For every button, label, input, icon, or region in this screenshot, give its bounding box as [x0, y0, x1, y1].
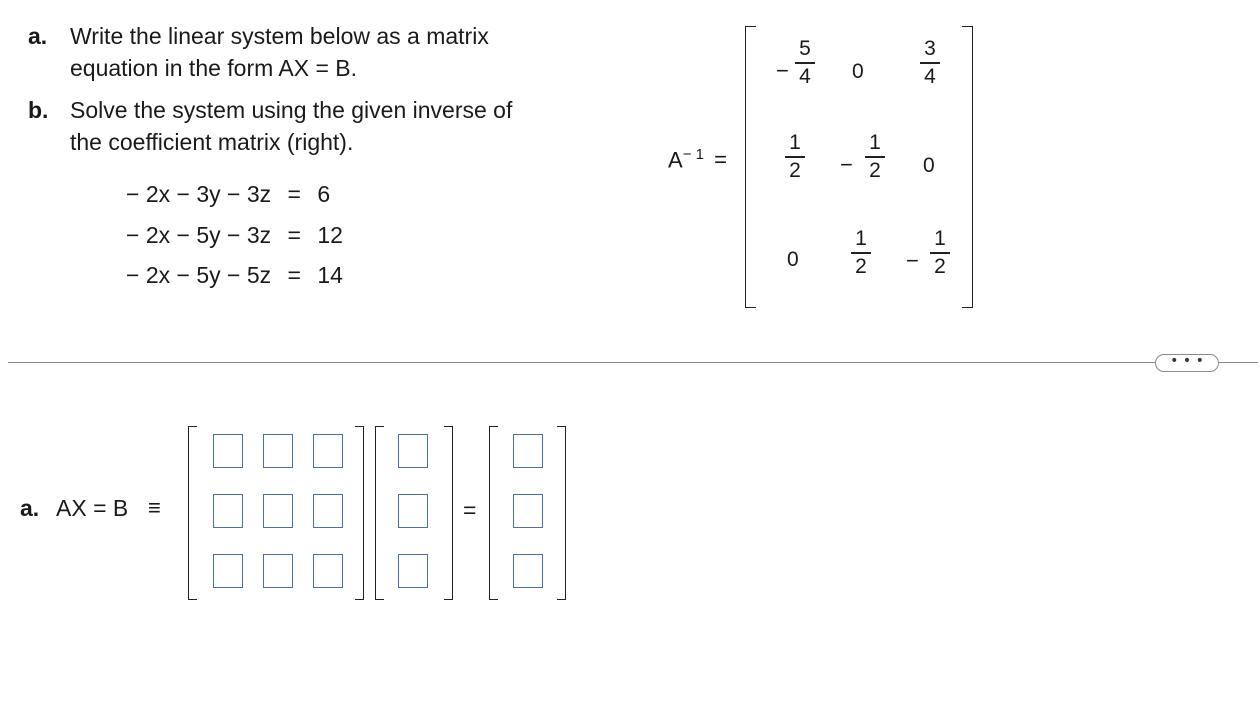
equation-rhs: 12 — [317, 222, 343, 248]
matrix-fraction: 1 2 — [780, 132, 810, 182]
section-divider — [8, 362, 1258, 363]
coeff-input-r1c2[interactable] — [263, 434, 293, 468]
matrix-sign: − — [840, 152, 853, 177]
const-input-3[interactable] — [513, 554, 543, 588]
matrix-entry: 0 — [787, 248, 799, 271]
equation-row-3 — [126, 262, 343, 289]
coeff-input-r3c2[interactable] — [263, 554, 293, 588]
equation-equals: = — [287, 262, 301, 288]
coeff-input-r3c1[interactable] — [213, 554, 243, 588]
equation-row-1 — [126, 181, 330, 208]
coeff-input-r1c1[interactable] — [213, 434, 243, 468]
coeff-left-bracket — [188, 426, 197, 600]
matrix-fraction: 1 2 — [846, 228, 876, 278]
equation-rhs: 6 — [317, 181, 331, 207]
inverse-base: A — [668, 147, 683, 173]
coeff-input-r1c3[interactable] — [313, 434, 343, 468]
var-input-2[interactable] — [398, 494, 428, 528]
matrix-entry: 0 — [923, 154, 935, 177]
more-options-button[interactable]: • • • — [1155, 354, 1219, 372]
const-input-1[interactable] — [513, 434, 543, 468]
right-bracket — [962, 26, 973, 308]
equation-equals: = — [287, 222, 301, 248]
equation-row-2 — [126, 222, 343, 249]
matrix-fraction: 1 2 — [860, 132, 890, 182]
part-b-text-line2: the coefficient matrix (right). — [70, 129, 354, 155]
part-b-text-line1: Solve the system using the given inverse of — [70, 97, 513, 123]
part-a-text-line1: Write the linear system below as a matrix — [70, 23, 489, 49]
equation-lhs: − 2x − 3y − 3z — [126, 181, 272, 207]
inverse-label — [668, 146, 727, 173]
const-right-bracket — [557, 426, 566, 600]
matrix-fraction: 5 4 — [790, 38, 820, 88]
coeff-input-r2c3[interactable] — [313, 494, 343, 528]
equation-lhs: − 2x − 5y − 5z — [126, 262, 272, 288]
coeff-input-r3c3[interactable] — [313, 554, 343, 588]
inverse-equals: = — [714, 147, 727, 173]
equation-rhs: 14 — [317, 262, 343, 288]
matrix-fraction: 3 4 — [915, 38, 945, 88]
var-left-bracket — [375, 426, 384, 600]
var-input-3[interactable] — [398, 554, 428, 588]
const-left-bracket — [489, 426, 498, 600]
coeff-input-r2c1[interactable] — [213, 494, 243, 528]
matrix-sign: − — [906, 248, 919, 273]
part-a-label: a. — [28, 23, 48, 49]
matrix-entry: 0 — [852, 60, 864, 83]
answer-label: a. — [20, 495, 40, 521]
inverse-superscript: − 1 — [682, 146, 704, 163]
equation-menu-icon[interactable]: ≡ — [148, 495, 161, 520]
matrix-equals: = — [463, 497, 477, 523]
coeff-right-bracket — [355, 426, 364, 600]
const-input-2[interactable] — [513, 494, 543, 528]
part-b-label: b. — [28, 97, 49, 123]
equation-lhs: − 2x − 5y − 3z — [126, 222, 272, 248]
matrix-sign: − — [776, 58, 789, 83]
equation-equals: = — [287, 181, 301, 207]
left-bracket — [745, 26, 756, 308]
var-input-1[interactable] — [398, 434, 428, 468]
matrix-fraction: 1 2 — [925, 228, 955, 278]
part-a-text-line2: equation in the form AX = B. — [70, 55, 358, 81]
answer-expression: AX = B — [56, 495, 129, 521]
coeff-input-r2c2[interactable] — [263, 494, 293, 528]
var-right-bracket — [444, 426, 453, 600]
